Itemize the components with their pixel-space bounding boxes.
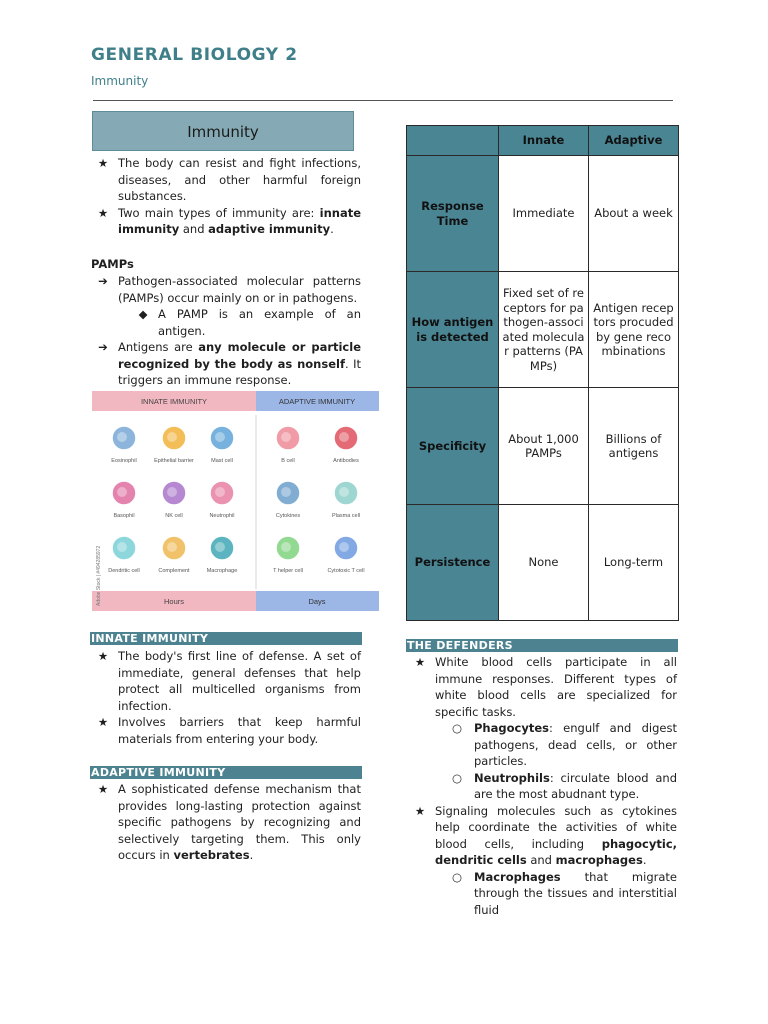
cell-label: Neutrophil — [209, 513, 235, 519]
table-row — [407, 272, 679, 388]
cell-label: Dendritic cell — [108, 568, 140, 574]
cell-label: T helper cell — [273, 568, 303, 574]
row-header: Specificity — [407, 388, 499, 505]
cell-label: Plasma cell — [331, 513, 361, 519]
circle-bullet-icon: ○ — [451, 721, 463, 735]
cell-nucleus-icon — [281, 542, 291, 552]
column-header-adaptive: Adaptive — [589, 126, 679, 156]
page-title: GENERAL BIOLOGY 2 — [91, 45, 298, 65]
defenders-section-band: THE DEFENDERS — [406, 639, 678, 652]
cell-nucleus-icon — [215, 432, 225, 442]
innate-figure-header: INNATE IMMUNITY — [140, 397, 208, 406]
star-bullet-icon: ★ — [97, 782, 109, 796]
list-item: ★ White blood cells participate in all immune responses. Different types of white blood cells are specialized for specific tasks. — [435, 654, 677, 720]
row-header: Response Time — [407, 156, 499, 272]
table-cell: Billions of antigens — [589, 388, 679, 505]
table-cell: Immediate — [499, 156, 589, 272]
adaptive-list — [97, 781, 361, 864]
list-item: ★ The body can resist and fight infections, diseases, and other harmful foreign substances. — [118, 155, 361, 205]
cell-label: Macrophage — [206, 568, 238, 574]
star-bullet-icon: ★ — [97, 156, 109, 170]
list-item: ★ A sophisticated defense mechanism that provides long-lasting protection against specific pathogens by recognizing and selectively targeting them. This only occurs in vertebrates. — [118, 781, 361, 864]
list-item: ★ Two main types of immunity are: innate immunity and adaptive immunity. — [118, 205, 361, 238]
list-item: ➔ Pathogen-associated molecular patterns (PAMPs) occur mainly on or in pathogens. — [118, 273, 361, 306]
arrow-bullet-icon: ➔ — [98, 274, 108, 288]
cell-nucleus-icon — [215, 542, 225, 552]
header-divider — [93, 100, 673, 101]
row-header: Persistence — [407, 505, 499, 621]
table-cell: Fixed set of receptors for pathogen-associated molecular patterns (PAMPs) — [499, 272, 589, 388]
adaptive-figure-header: ADAPTIVE IMMUNITY — [278, 397, 356, 406]
cell-label: B cell — [281, 458, 295, 464]
table-cell: None — [499, 505, 589, 621]
cell-label: Mast cell — [211, 458, 233, 464]
adaptive-section-band: ADAPTIVE IMMUNITY — [90, 766, 362, 779]
list-item: ★ Signaling molecules such as cytokines help coordinate the activities of white blood cells, including phagocytic, dendritic cells and macrophages. — [435, 803, 677, 869]
cell-label: Cytokines — [275, 513, 301, 519]
innate-section-band: INNATE IMMUNITY — [90, 632, 362, 645]
cell-label: Complement — [158, 568, 190, 574]
star-bullet-icon: ★ — [97, 649, 109, 663]
innate-list — [97, 648, 361, 747]
cell-nucleus-icon — [339, 542, 349, 552]
cell-label: Cytotoxic T cell — [327, 568, 365, 574]
cell-nucleus-icon — [281, 432, 291, 442]
image-credit: Adobe Stock | #494285972 — [96, 545, 102, 606]
cell-nucleus-icon — [117, 432, 127, 442]
cell-label: Basophil — [113, 513, 135, 519]
cell-nucleus-icon — [339, 432, 349, 442]
table-corner-cell — [407, 126, 499, 156]
table-header-row — [407, 126, 679, 156]
table-cell: About 1,000 PAMPs — [499, 388, 589, 505]
section-title-box: Immunity — [92, 111, 354, 151]
star-bullet-icon: ★ — [97, 715, 109, 729]
cells-figure — [92, 391, 379, 611]
comparison-table — [406, 125, 679, 621]
cell-label: Antibodies — [333, 458, 359, 464]
innate-figure-footer: Hours — [163, 597, 185, 606]
arrow-bullet-icon: ➔ — [98, 340, 108, 354]
intro-list — [97, 155, 361, 238]
page-subtitle: Immunity — [91, 74, 149, 88]
cells-group — [108, 426, 364, 574]
cell-label: Epithelial barrier — [154, 458, 194, 464]
cell-nucleus-icon — [167, 487, 177, 497]
cell-label: NK cell — [165, 513, 183, 519]
star-bullet-icon: ★ — [97, 205, 109, 220]
star-bullet-icon: ★ — [414, 803, 426, 818]
cell-nucleus-icon — [167, 432, 177, 442]
table-cell: About a week — [589, 156, 679, 272]
pamps-heading: PAMPs — [91, 257, 134, 271]
circle-bullet-icon: ○ — [451, 869, 463, 884]
table-row — [407, 388, 679, 505]
table-row — [407, 156, 679, 272]
pamps-list — [98, 273, 361, 389]
column-header-innate: Innate — [499, 126, 589, 156]
table-cell: Long-term — [589, 505, 679, 621]
list-item: ◆ A PAMP is an example of an antigen. — [118, 306, 361, 339]
cell-nucleus-icon — [167, 542, 177, 552]
cell-nucleus-icon — [215, 487, 225, 497]
list-item: ○ Phagocytes: engulf and digest pathogens, dead cells, or other particles. — [435, 720, 677, 770]
list-item: ★ Involves barriers that keep harmful materials from entering your body. — [118, 714, 361, 747]
cell-nucleus-icon — [117, 487, 127, 497]
diamond-bullet-icon: ◆ — [138, 307, 148, 321]
circle-bullet-icon: ○ — [451, 770, 463, 785]
list-item: ○ Neutrophils: circulate blood and are the most abudnant type. — [435, 770, 677, 803]
adaptive-figure-footer: Days — [308, 597, 326, 606]
defenders-list — [414, 654, 677, 918]
list-item: ➔ Antigens are any molecule or particle recognized by the body as nonself. It triggers an immune response. — [118, 339, 361, 389]
table-row — [407, 505, 679, 621]
cell-nucleus-icon — [281, 487, 291, 497]
cell-nucleus-icon — [339, 487, 349, 497]
cell-label: Eosinophil — [111, 458, 137, 464]
immunity-cells-illustration — [92, 391, 379, 611]
list-item: ★ The body's first line of defense. A set of immediate, general defenses that help protect all multicelled organisms from infection. — [118, 648, 361, 714]
row-header: How antigen is detected — [407, 272, 499, 388]
star-bullet-icon: ★ — [414, 655, 426, 669]
table-cell: Antigen receptors procuded by gene recombinations — [589, 272, 679, 388]
list-item: ○ Macrophages that migrate through the tissues and interstitial fluid — [435, 869, 677, 919]
cell-nucleus-icon — [117, 542, 127, 552]
